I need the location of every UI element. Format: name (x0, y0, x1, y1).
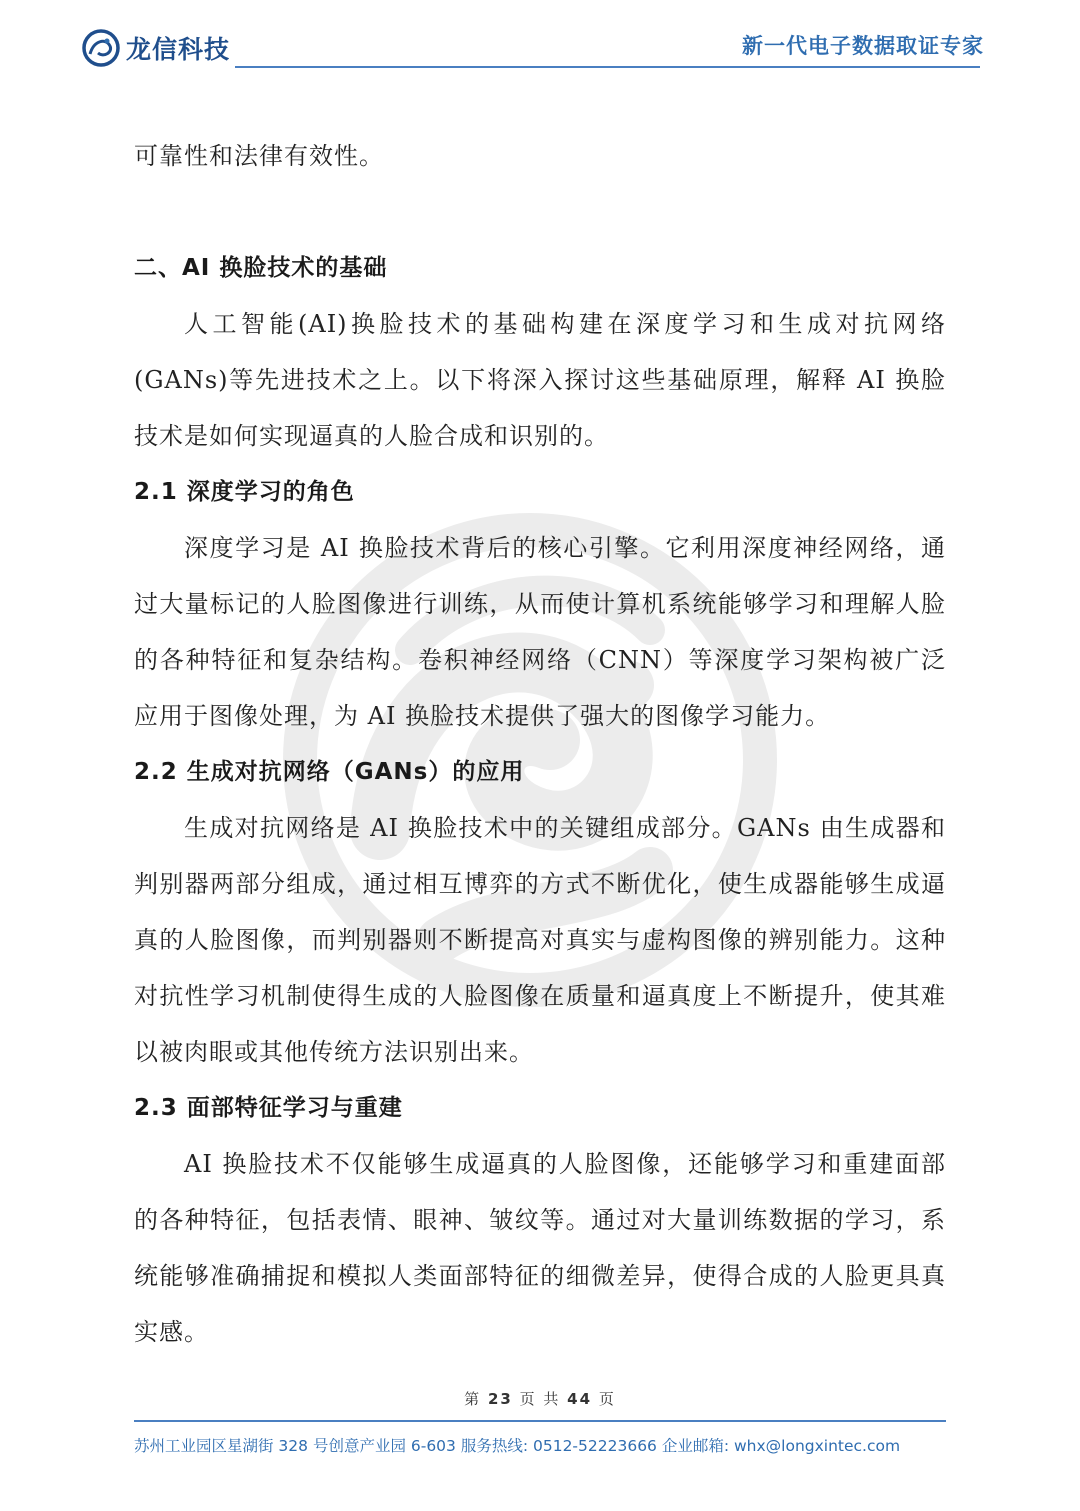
subsection-heading-2-2: 2.2 生成对抗网络（GANs）的应用 (134, 759, 525, 785)
subsection-2-1-text: 深度学习是 AI 换脸技术背后的核心引擎。它利用深度神经网络，通过大量标记的人脸图像进行训练，从而使计算机系统能够学习和理解人脸的各种特征和复杂结构。卷积神经网络（CNN）等深度学习架构被广泛应用于图像处理，为 AI 换脸技术提供了强大的图像学习能力。 (134, 534, 946, 730)
section-2-intro: 人工智能(AI)换脸技术的基础构建在深度学习和生成对抗网络(GANs)等先进技术之上。以下将深入探讨这些基础原理，解释 AI 换脸技术是如何实现逼真的人脸合成和识别的。 (134, 310, 946, 450)
subsection-2-2-text: 生成对抗网络是 AI 换脸技术中的关键组成部分。GANs 由生成器和判别器两部分组成，通过相互博弈的方式不断优化，使生成器能够生成逼真的人脸图像，而判别器则不断提高对真实与虚构图像的辨别能力。这种对抗性学习机制使得生成的人脸图像在质量和逼真度上不断提升，使其难以被肉眼或其他传统方法识别出来。 (134, 814, 946, 1066)
page-suffix: 页 (598, 1390, 616, 1408)
brand-name: 龙信科技 (126, 35, 231, 64)
header-divider (235, 66, 980, 68)
subsection-heading-2-1: 2.1 深度学习的角色 (134, 479, 355, 505)
section-heading-2: 二、AI 换脸技术的基础 (134, 255, 388, 281)
company-logo (80, 28, 230, 68)
page-prefix: 第 (464, 1390, 482, 1408)
document-body (134, 128, 946, 1360)
page-middle: 页 共 (519, 1390, 561, 1408)
total-pages: 44 (567, 1390, 593, 1408)
page-header (0, 0, 1080, 80)
subsection-2-3-text: AI 换脸技术不仅能够生成逼真的人脸图像，还能够学习和重建面部的各种特征，包括表情、眼神、皱纹等。通过对大量训练数据的学习，系统能够准确捕捉和模拟人类面部特征的细微差异，使得合成的人脸更具真实感。 (134, 1150, 946, 1346)
paragraph-continuation: 可靠性和法律有效性。 (134, 142, 384, 170)
footer-divider (134, 1420, 946, 1422)
header-slogan: 新一代电子数据取证专家 (742, 34, 984, 58)
current-page: 23 (487, 1390, 513, 1408)
dragon-logo-icon (80, 28, 122, 68)
page-number (0, 1388, 1080, 1409)
footer-contact: 苏州工业园区星湖街 328 号创意产业园 6-603 服务热线: 0512-52223666 企业邮箱: whx@longxintec.com (134, 1437, 901, 1455)
subsection-heading-2-3: 2.3 面部特征学习与重建 (134, 1095, 403, 1121)
